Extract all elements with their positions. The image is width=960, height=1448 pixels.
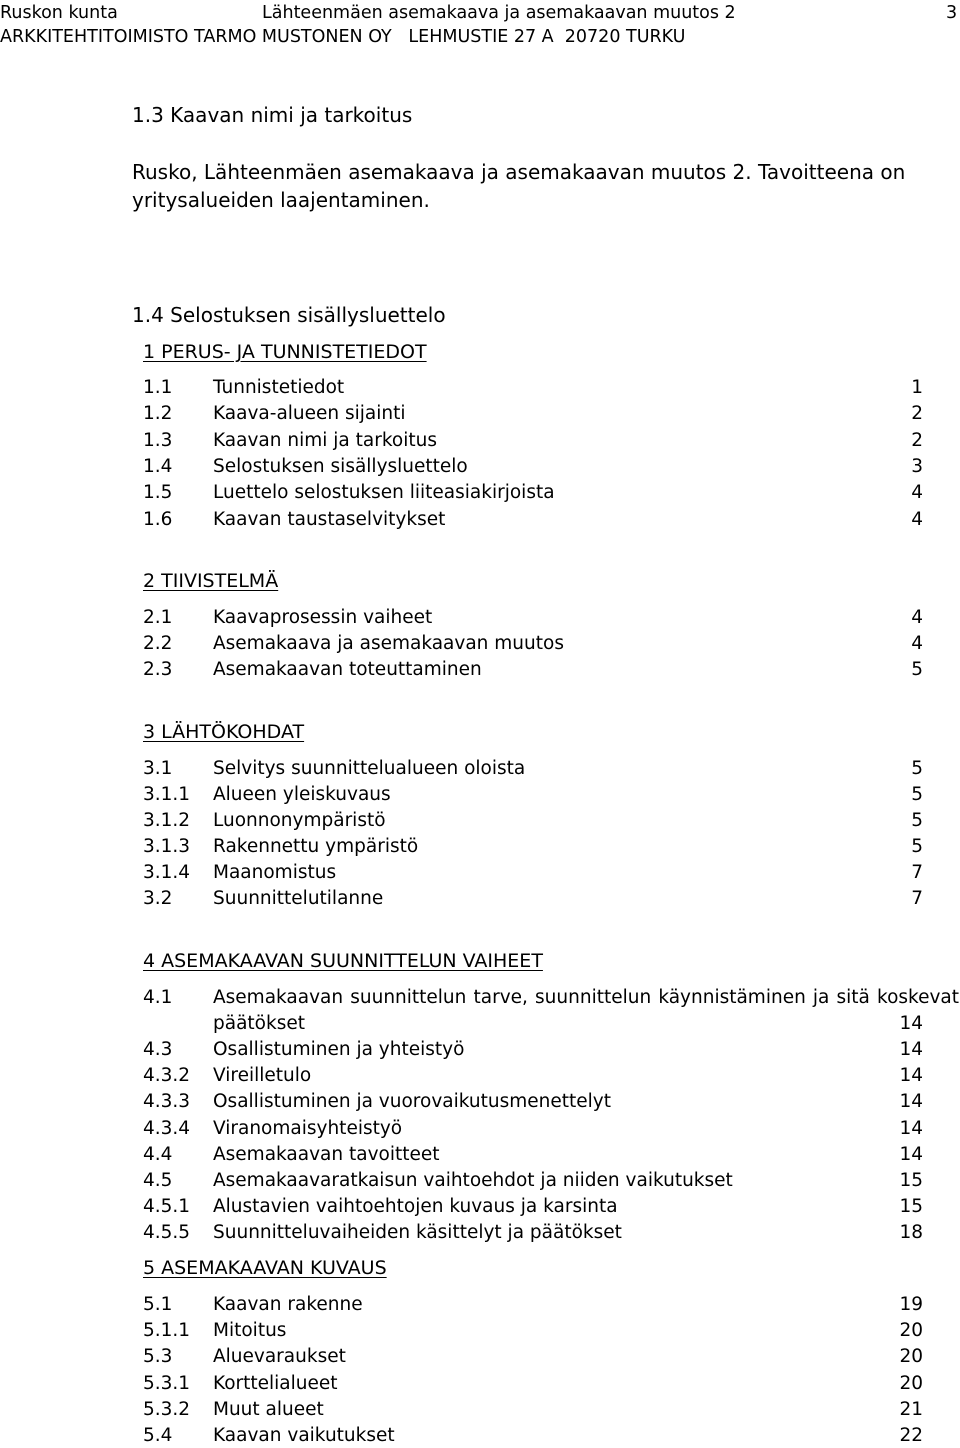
toc-item-number: 1.4 bbox=[143, 455, 173, 477]
toc-item-text: Asemakaavan tavoitteet bbox=[213, 1143, 440, 1165]
toc-item-page: 2 bbox=[911, 429, 923, 451]
toc-item-page: 18 bbox=[899, 1222, 923, 1244]
toc-item[interactable] bbox=[143, 1090, 923, 1114]
toc-item-page: 7 bbox=[911, 862, 923, 883]
toc-item-page: 5 bbox=[911, 836, 923, 857]
toc-item-text: Asemakaava ja asemakaavan muutos bbox=[213, 633, 564, 654]
toc-item-page: 21 bbox=[899, 1398, 923, 1420]
toc-item-number: 4.3.4 bbox=[143, 1117, 191, 1139]
toc-item-text: Osallistuminen ja vuorovaikutusmenettelyt bbox=[213, 1091, 611, 1113]
toc-item-text: Muut alueet bbox=[213, 1398, 324, 1420]
toc-heading-ch3: 3 LÄHTÖKOHDAT bbox=[143, 721, 305, 743]
toc-item[interactable] bbox=[143, 1195, 923, 1219]
toc-item[interactable] bbox=[143, 1038, 923, 1062]
toc-item-number: 4.5 bbox=[143, 1170, 173, 1191]
toc-item-text: Kaava-alueen sijainti bbox=[213, 403, 406, 425]
toc-item[interactable] bbox=[143, 1372, 923, 1396]
toc-item-number: 2.2 bbox=[143, 633, 173, 654]
toc-item-page: 3 bbox=[911, 455, 923, 477]
toc-item-page: 14 bbox=[899, 1013, 923, 1034]
header-office: ARKKITEHTITOIMISTO TARMO MUSTONEN OY LEHMUSTIE 27 A 20720 TURKU bbox=[0, 27, 686, 47]
toc-item[interactable] bbox=[143, 632, 923, 656]
toc-item-text: Luonnonympäristö bbox=[213, 810, 386, 831]
toc-item-page: 2 bbox=[911, 403, 923, 425]
toc-item-page: 14 bbox=[899, 1039, 923, 1060]
toc-item-number: 3.1.4 bbox=[143, 862, 191, 883]
toc-item-page: 5 bbox=[911, 810, 923, 831]
toc-item-text: Asemakaavan toteuttaminen bbox=[213, 659, 482, 680]
toc-item[interactable] bbox=[143, 455, 923, 479]
toc-item[interactable] bbox=[143, 429, 923, 453]
toc-item-text: Alustavien vaihtoehtojen kuvaus ja karsinta bbox=[213, 1196, 618, 1218]
toc-item-text: Suunnittelutilanne bbox=[213, 888, 384, 909]
toc-item[interactable] bbox=[143, 658, 923, 682]
header-page-number: 3 bbox=[946, 3, 958, 23]
toc-item-number: 2.3 bbox=[143, 659, 173, 680]
toc-item-text: Osallistuminen ja yhteistyö bbox=[213, 1039, 465, 1060]
toc-item-number: 4.5.1 bbox=[143, 1196, 191, 1218]
toc-item-text: Maanomistus bbox=[213, 862, 337, 883]
section-paragraph-1-3: Rusko, Lähteenmäen asemakaava ja asemakaavan muutos 2. Tavoitteena on yritysalueiden laajentaminen. bbox=[132, 160, 906, 212]
toc-item-text: Korttelialueet bbox=[213, 1372, 338, 1394]
toc-item-page: 15 bbox=[899, 1196, 923, 1218]
toc-item[interactable] bbox=[143, 1345, 923, 1369]
toc-item-page: 4 bbox=[911, 633, 923, 654]
toc-item[interactable] bbox=[143, 402, 923, 426]
toc-item-number: 2.1 bbox=[143, 607, 173, 628]
toc-item-number: 4.3.3 bbox=[143, 1091, 191, 1113]
toc-item-text: Kaavaprosessin vaiheet bbox=[213, 607, 433, 628]
toc-item-text: Selostuksen sisällysluettelo bbox=[213, 455, 468, 477]
toc-item-page: 14 bbox=[899, 1065, 923, 1087]
header-municipality: Ruskon kunta bbox=[0, 3, 118, 23]
toc-heading-ch5: 5 ASEMAKAAVAN KUVAUS bbox=[143, 1257, 387, 1279]
toc-item-text: Alueen yleiskuvaus bbox=[213, 784, 391, 805]
toc-item[interactable] bbox=[143, 1424, 923, 1448]
toc-item[interactable] bbox=[143, 1319, 923, 1343]
toc-heading-ch2: 2 TIIVISTELMÄ bbox=[143, 570, 279, 592]
toc-item-page: 5 bbox=[911, 784, 923, 805]
toc-heading-ch1: 1 PERUS- JA TUNNISTETIEDOT bbox=[143, 341, 427, 363]
toc-item-page: 20 bbox=[899, 1346, 923, 1368]
toc-item-page: 14 bbox=[899, 1091, 923, 1113]
toc-item[interactable] bbox=[143, 481, 923, 505]
toc-item-page: 5 bbox=[911, 659, 923, 680]
toc-item-page: 4 bbox=[911, 482, 923, 504]
toc-item[interactable] bbox=[143, 606, 923, 630]
toc-item-number: 5.4 bbox=[143, 1425, 173, 1446]
toc-item-page: 20 bbox=[899, 1372, 923, 1394]
toc-item[interactable] bbox=[143, 783, 923, 807]
toc-item-text: Tunnistetiedot bbox=[213, 377, 345, 398]
toc-item-text: Vireilletulo bbox=[213, 1065, 312, 1087]
toc-item-page: 1 bbox=[911, 377, 923, 398]
toc-item-number: 5.1.1 bbox=[143, 1320, 191, 1342]
toc-item-number: 5.1 bbox=[143, 1294, 173, 1315]
toc-item[interactable] bbox=[143, 887, 923, 911]
toc-item-text: Kaavan taustaselvitykset bbox=[213, 508, 446, 530]
toc-item[interactable] bbox=[143, 1293, 923, 1317]
toc-item-number: 3.1.3 bbox=[143, 836, 191, 857]
toc-item-number: 3.2 bbox=[143, 888, 173, 909]
toc-item-page: 5 bbox=[911, 758, 923, 779]
toc-item[interactable] bbox=[143, 861, 923, 885]
toc-item[interactable] bbox=[143, 1143, 923, 1167]
toc-item[interactable] bbox=[143, 757, 923, 781]
toc-item-number: 3.1.2 bbox=[143, 810, 191, 831]
toc-heading-ch4: 4 ASEMAKAAVAN SUUNNITTELUN VAIHEET bbox=[143, 950, 543, 972]
toc-item-number: 5.3.1 bbox=[143, 1372, 191, 1394]
toc-item-text: Suunnitteluvaiheiden käsittelyt ja päätökset bbox=[213, 1222, 622, 1244]
toc-item[interactable] bbox=[143, 508, 923, 532]
toc-item-number: 4.5.5 bbox=[143, 1222, 191, 1244]
toc-item-number: 4.1 bbox=[143, 987, 173, 1008]
toc-item-number: 5.3.2 bbox=[143, 1398, 191, 1420]
toc-item-page: 15 bbox=[899, 1170, 923, 1191]
toc-item-text: Luettelo selostuksen liiteasiakirjoista bbox=[213, 482, 555, 504]
toc-item-text: Selvitys suunnittelualueen oloista bbox=[213, 758, 526, 779]
toc-item-number: 4.4 bbox=[143, 1143, 173, 1165]
toc-item-number: 1.1 bbox=[143, 377, 173, 398]
toc-item-number: 3.1.1 bbox=[143, 784, 191, 805]
toc-item[interactable] bbox=[143, 835, 923, 859]
toc-item-page: 22 bbox=[899, 1425, 923, 1446]
toc-item[interactable] bbox=[143, 1117, 923, 1141]
toc-item-text: Asemakaavan suunnittelun tarve, suunnittelun käynnistäminen ja sitä koskevat bbox=[213, 987, 959, 1008]
toc-item-number: 1.5 bbox=[143, 482, 173, 504]
toc-item[interactable] bbox=[143, 376, 923, 400]
toc-item-page: 14 bbox=[899, 1143, 923, 1165]
toc-item-number: 5.3 bbox=[143, 1346, 173, 1368]
toc-item[interactable] bbox=[143, 1169, 923, 1193]
toc-item-page: 19 bbox=[899, 1294, 923, 1315]
toc-item-number: 3.1 bbox=[143, 758, 173, 779]
header-document-title: Lähteenmäen asemakaava ja asemakaavan muutos 2 bbox=[262, 3, 736, 23]
toc-item[interactable] bbox=[143, 1398, 923, 1422]
toc-item-text-continued: päätökset bbox=[213, 1013, 305, 1034]
toc-item-page: 4 bbox=[911, 607, 923, 628]
toc-item-text: Kaavan rakenne bbox=[213, 1294, 363, 1315]
toc-item-text: Asemakaavaratkaisun vaihtoehdot ja niiden vaikutukset bbox=[213, 1170, 733, 1191]
toc-item-page: 7 bbox=[911, 888, 923, 909]
toc-item-number: 1.6 bbox=[143, 508, 173, 530]
section-title-1-3: 1.3 Kaavan nimi ja tarkoitus bbox=[132, 103, 413, 127]
toc-item-page: 20 bbox=[899, 1320, 923, 1342]
section-title-1-4: 1.4 Selostuksen sisällysluettelo bbox=[132, 303, 446, 327]
toc-item-text: Viranomaisyhteistyö bbox=[213, 1117, 403, 1139]
toc-item-text: Kaavan nimi ja tarkoitus bbox=[213, 429, 437, 451]
toc-item-page: 4 bbox=[911, 508, 923, 530]
toc-item[interactable] bbox=[143, 809, 923, 833]
toc-item-text: Kaavan vaikutukset bbox=[213, 1425, 395, 1446]
toc-item-text: Rakennettu ympäristö bbox=[213, 836, 419, 857]
toc-item-text: Aluevaraukset bbox=[213, 1346, 346, 1368]
toc-item-number: 1.3 bbox=[143, 429, 173, 451]
toc-item[interactable] bbox=[143, 1064, 923, 1088]
toc-item[interactable] bbox=[143, 1221, 923, 1245]
toc-item-text: Mitoitus bbox=[213, 1320, 287, 1342]
toc-item-page: 14 bbox=[899, 1117, 923, 1139]
toc-item-number: 4.3 bbox=[143, 1039, 173, 1060]
toc-item-number: 4.3.2 bbox=[143, 1065, 191, 1087]
toc-item-number: 1.2 bbox=[143, 403, 173, 425]
